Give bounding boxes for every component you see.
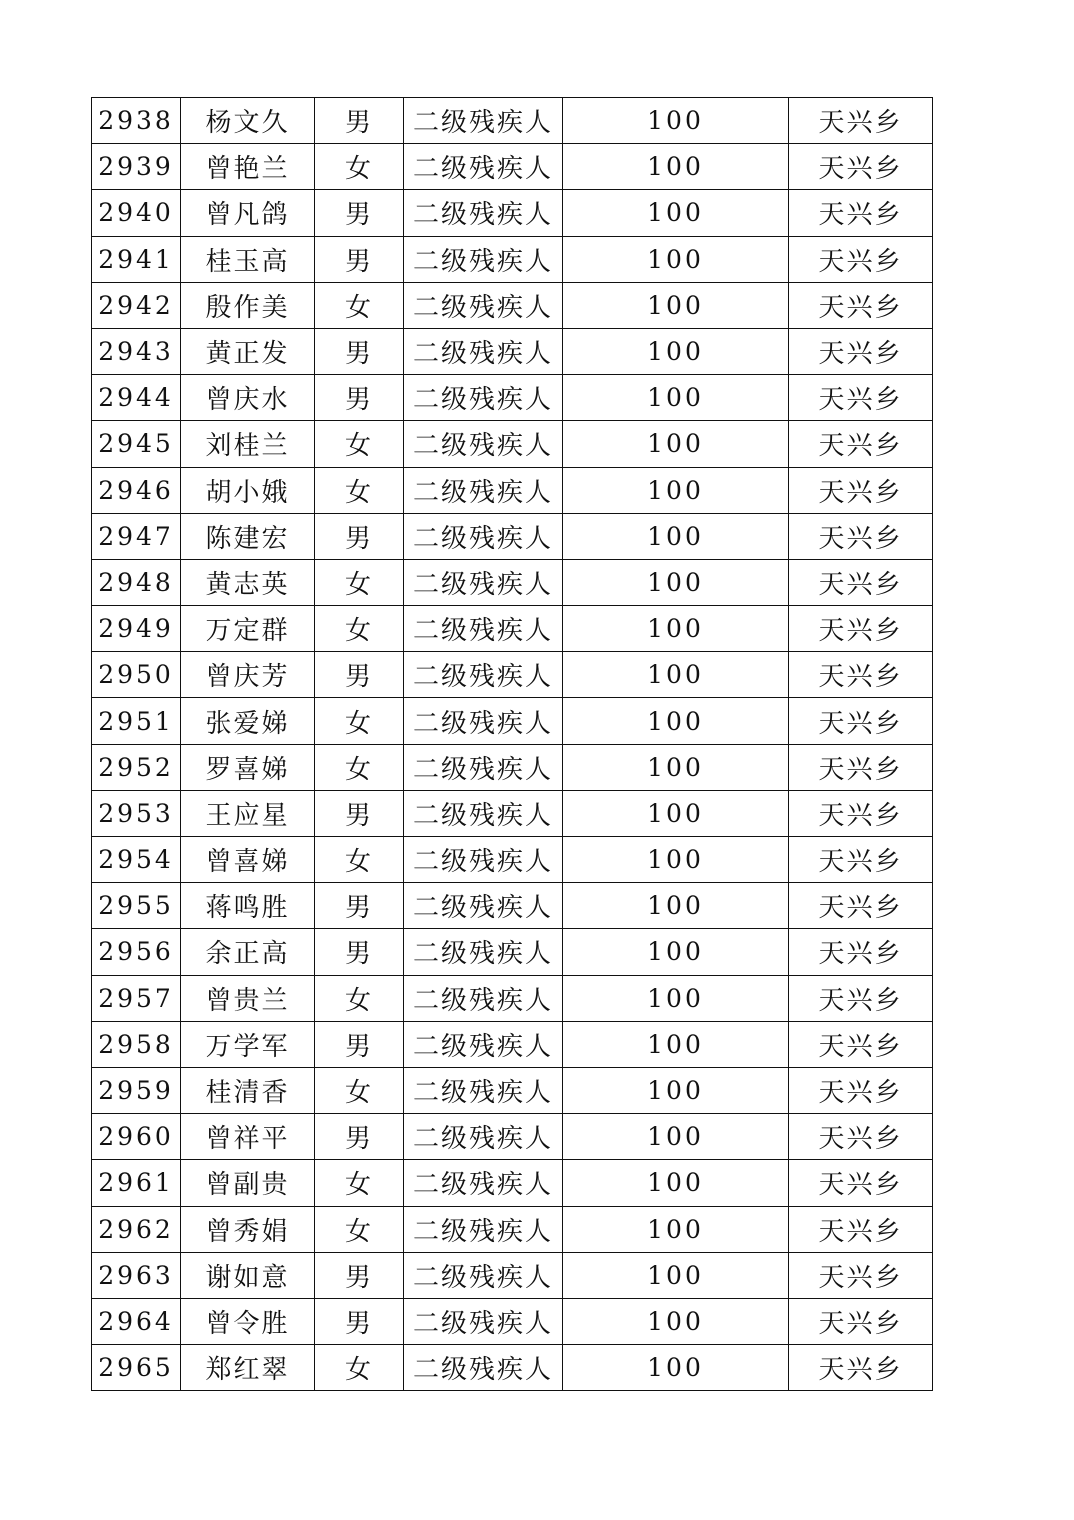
cell-amount: 100: [563, 1345, 789, 1391]
cell-category: 二级残疾人: [404, 1160, 563, 1206]
cell-name: 曾令胜: [181, 1298, 315, 1344]
cell-township: 天兴乡: [789, 1067, 933, 1113]
cell-name: 曾艳兰: [181, 144, 315, 190]
cell-township: 天兴乡: [789, 236, 933, 282]
cell-name: 曾副贵: [181, 1160, 315, 1206]
cell-number: 2962: [92, 1206, 181, 1252]
table-row: [92, 236, 933, 282]
cell-number: 2953: [92, 790, 181, 836]
table-row: [92, 1298, 933, 1344]
table-row: [92, 98, 933, 144]
cell-gender: 男: [315, 190, 404, 236]
cell-name: 黄正发: [181, 328, 315, 374]
cell-gender: 女: [315, 606, 404, 652]
roster-body: [92, 98, 933, 1391]
table-row: [92, 606, 933, 652]
cell-amount: 100: [563, 282, 789, 328]
cell-name: 曾庆水: [181, 375, 315, 421]
cell-amount: 100: [563, 929, 789, 975]
cell-name: 曾贵兰: [181, 975, 315, 1021]
cell-township: 天兴乡: [789, 1345, 933, 1391]
cell-amount: 100: [563, 144, 789, 190]
cell-name: 曾庆芳: [181, 652, 315, 698]
cell-number: 2960: [92, 1114, 181, 1160]
cell-township: 天兴乡: [789, 190, 933, 236]
cell-number: 2942: [92, 282, 181, 328]
cell-name: 王应星: [181, 790, 315, 836]
cell-township: 天兴乡: [789, 1160, 933, 1206]
cell-gender: 女: [315, 1160, 404, 1206]
cell-gender: 男: [315, 929, 404, 975]
cell-name: 万学军: [181, 1021, 315, 1067]
cell-township: 天兴乡: [789, 1298, 933, 1344]
table-row: [92, 144, 933, 190]
table-row: [92, 1160, 933, 1206]
cell-category: 二级残疾人: [404, 328, 563, 374]
cell-gender: 男: [315, 1021, 404, 1067]
table-row: [92, 1252, 933, 1298]
cell-amount: 100: [563, 98, 789, 144]
cell-gender: 男: [315, 98, 404, 144]
cell-category: 二级残疾人: [404, 282, 563, 328]
cell-amount: 100: [563, 236, 789, 282]
cell-category: 二级残疾人: [404, 1206, 563, 1252]
cell-name: 蒋鸣胜: [181, 883, 315, 929]
cell-number: 2950: [92, 652, 181, 698]
table-row: [92, 975, 933, 1021]
cell-gender: 男: [315, 883, 404, 929]
cell-gender: 男: [315, 1114, 404, 1160]
cell-amount: 100: [563, 1206, 789, 1252]
cell-township: 天兴乡: [789, 1021, 933, 1067]
table-row: [92, 282, 933, 328]
table-row: [92, 559, 933, 605]
cell-name: 万定群: [181, 606, 315, 652]
cell-name: 黄志英: [181, 559, 315, 605]
cell-name: 罗喜娣: [181, 744, 315, 790]
cell-gender: 女: [315, 1067, 404, 1113]
table-row: [92, 1114, 933, 1160]
cell-township: 天兴乡: [789, 1114, 933, 1160]
cell-township: 天兴乡: [789, 467, 933, 513]
cell-category: 二级残疾人: [404, 375, 563, 421]
cell-number: 2957: [92, 975, 181, 1021]
cell-gender: 女: [315, 467, 404, 513]
cell-amount: 100: [563, 1067, 789, 1113]
cell-number: 2955: [92, 883, 181, 929]
table-row: [92, 883, 933, 929]
cell-amount: 100: [563, 975, 789, 1021]
cell-amount: 100: [563, 1252, 789, 1298]
cell-category: 二级残疾人: [404, 467, 563, 513]
cell-category: 二级残疾人: [404, 1252, 563, 1298]
cell-township: 天兴乡: [789, 98, 933, 144]
roster-table: [91, 97, 933, 1391]
cell-amount: 100: [563, 1160, 789, 1206]
cell-amount: 100: [563, 375, 789, 421]
cell-amount: 100: [563, 467, 789, 513]
cell-category: 二级残疾人: [404, 883, 563, 929]
cell-category: 二级残疾人: [404, 144, 563, 190]
table-row: [92, 837, 933, 883]
cell-category: 二级残疾人: [404, 698, 563, 744]
cell-name: 杨文久: [181, 98, 315, 144]
cell-township: 天兴乡: [789, 559, 933, 605]
cell-amount: 100: [563, 837, 789, 883]
cell-township: 天兴乡: [789, 513, 933, 559]
cell-category: 二级残疾人: [404, 1021, 563, 1067]
cell-category: 二级残疾人: [404, 606, 563, 652]
cell-township: 天兴乡: [789, 744, 933, 790]
cell-name: 桂清香: [181, 1067, 315, 1113]
cell-township: 天兴乡: [789, 1252, 933, 1298]
cell-amount: 100: [563, 790, 789, 836]
cell-category: 二级残疾人: [404, 975, 563, 1021]
table-row: [92, 790, 933, 836]
cell-name: 郑红翠: [181, 1345, 315, 1391]
cell-category: 二级残疾人: [404, 1114, 563, 1160]
cell-gender: 女: [315, 975, 404, 1021]
cell-township: 天兴乡: [789, 698, 933, 744]
cell-number: 2958: [92, 1021, 181, 1067]
cell-number: 2951: [92, 698, 181, 744]
cell-name: 曾秀娟: [181, 1206, 315, 1252]
cell-number: 2949: [92, 606, 181, 652]
cell-name: 张爱娣: [181, 698, 315, 744]
cell-amount: 100: [563, 883, 789, 929]
cell-amount: 100: [563, 698, 789, 744]
cell-township: 天兴乡: [789, 328, 933, 374]
cell-number: 2941: [92, 236, 181, 282]
table-row: [92, 929, 933, 975]
cell-number: 2954: [92, 837, 181, 883]
cell-category: 二级残疾人: [404, 190, 563, 236]
cell-gender: 女: [315, 1345, 404, 1391]
cell-gender: 男: [315, 1298, 404, 1344]
cell-township: 天兴乡: [789, 883, 933, 929]
cell-name: 曾喜娣: [181, 837, 315, 883]
cell-number: 2944: [92, 375, 181, 421]
table-row: [92, 1206, 933, 1252]
cell-number: 2945: [92, 421, 181, 467]
cell-category: 二级残疾人: [404, 513, 563, 559]
cell-number: 2948: [92, 559, 181, 605]
cell-category: 二级残疾人: [404, 1345, 563, 1391]
cell-name: 谢如意: [181, 1252, 315, 1298]
cell-amount: 100: [563, 421, 789, 467]
cell-category: 二级残疾人: [404, 559, 563, 605]
table-row: [92, 698, 933, 744]
cell-gender: 女: [315, 144, 404, 190]
cell-township: 天兴乡: [789, 1206, 933, 1252]
table-row: [92, 190, 933, 236]
cell-category: 二级残疾人: [404, 421, 563, 467]
cell-name: 曾凡鸽: [181, 190, 315, 236]
cell-amount: 100: [563, 652, 789, 698]
cell-township: 天兴乡: [789, 144, 933, 190]
table-row: [92, 652, 933, 698]
cell-number: 2952: [92, 744, 181, 790]
cell-number: 2940: [92, 190, 181, 236]
cell-gender: 女: [315, 837, 404, 883]
cell-number: 2964: [92, 1298, 181, 1344]
cell-number: 2947: [92, 513, 181, 559]
table-row: [92, 421, 933, 467]
cell-township: 天兴乡: [789, 606, 933, 652]
cell-number: 2946: [92, 467, 181, 513]
cell-township: 天兴乡: [789, 790, 933, 836]
cell-name: 曾祥平: [181, 1114, 315, 1160]
cell-category: 二级残疾人: [404, 652, 563, 698]
cell-category: 二级残疾人: [404, 1298, 563, 1344]
cell-name: 刘桂兰: [181, 421, 315, 467]
cell-gender: 男: [315, 236, 404, 282]
cell-amount: 100: [563, 1021, 789, 1067]
cell-number: 2959: [92, 1067, 181, 1113]
cell-category: 二级残疾人: [404, 744, 563, 790]
cell-number: 2939: [92, 144, 181, 190]
table-row: [92, 513, 933, 559]
cell-township: 天兴乡: [789, 929, 933, 975]
cell-gender: 女: [315, 282, 404, 328]
cell-name: 陈建宏: [181, 513, 315, 559]
cell-amount: 100: [563, 744, 789, 790]
cell-number: 2938: [92, 98, 181, 144]
cell-category: 二级残疾人: [404, 1067, 563, 1113]
cell-gender: 女: [315, 421, 404, 467]
cell-category: 二级残疾人: [404, 837, 563, 883]
cell-number: 2965: [92, 1345, 181, 1391]
cell-gender: 女: [315, 1206, 404, 1252]
table-row: [92, 1067, 933, 1113]
cell-gender: 男: [315, 1252, 404, 1298]
cell-amount: 100: [563, 1114, 789, 1160]
table-row: [92, 328, 933, 374]
cell-name: 桂玉高: [181, 236, 315, 282]
cell-name: 殷作美: [181, 282, 315, 328]
cell-township: 天兴乡: [789, 375, 933, 421]
cell-gender: 男: [315, 513, 404, 559]
cell-number: 2956: [92, 929, 181, 975]
cell-gender: 女: [315, 744, 404, 790]
cell-category: 二级残疾人: [404, 790, 563, 836]
cell-category: 二级残疾人: [404, 98, 563, 144]
cell-number: 2943: [92, 328, 181, 374]
cell-township: 天兴乡: [789, 837, 933, 883]
cell-gender: 男: [315, 375, 404, 421]
cell-category: 二级残疾人: [404, 236, 563, 282]
cell-gender: 男: [315, 652, 404, 698]
cell-name: 胡小娥: [181, 467, 315, 513]
cell-amount: 100: [563, 513, 789, 559]
cell-township: 天兴乡: [789, 652, 933, 698]
table-row: [92, 467, 933, 513]
cell-gender: 女: [315, 698, 404, 744]
cell-number: 2963: [92, 1252, 181, 1298]
cell-gender: 女: [315, 559, 404, 605]
table-row: [92, 375, 933, 421]
table-row: [92, 1021, 933, 1067]
cell-amount: 100: [563, 1298, 789, 1344]
cell-township: 天兴乡: [789, 421, 933, 467]
cell-amount: 100: [563, 328, 789, 374]
cell-gender: 男: [315, 790, 404, 836]
cell-amount: 100: [563, 606, 789, 652]
cell-name: 余正高: [181, 929, 315, 975]
cell-amount: 100: [563, 190, 789, 236]
table-row: [92, 744, 933, 790]
cell-township: 天兴乡: [789, 282, 933, 328]
cell-gender: 男: [315, 328, 404, 374]
cell-category: 二级残疾人: [404, 929, 563, 975]
cell-township: 天兴乡: [789, 975, 933, 1021]
cell-amount: 100: [563, 559, 789, 605]
table-row: [92, 1345, 933, 1391]
cell-number: 2961: [92, 1160, 181, 1206]
